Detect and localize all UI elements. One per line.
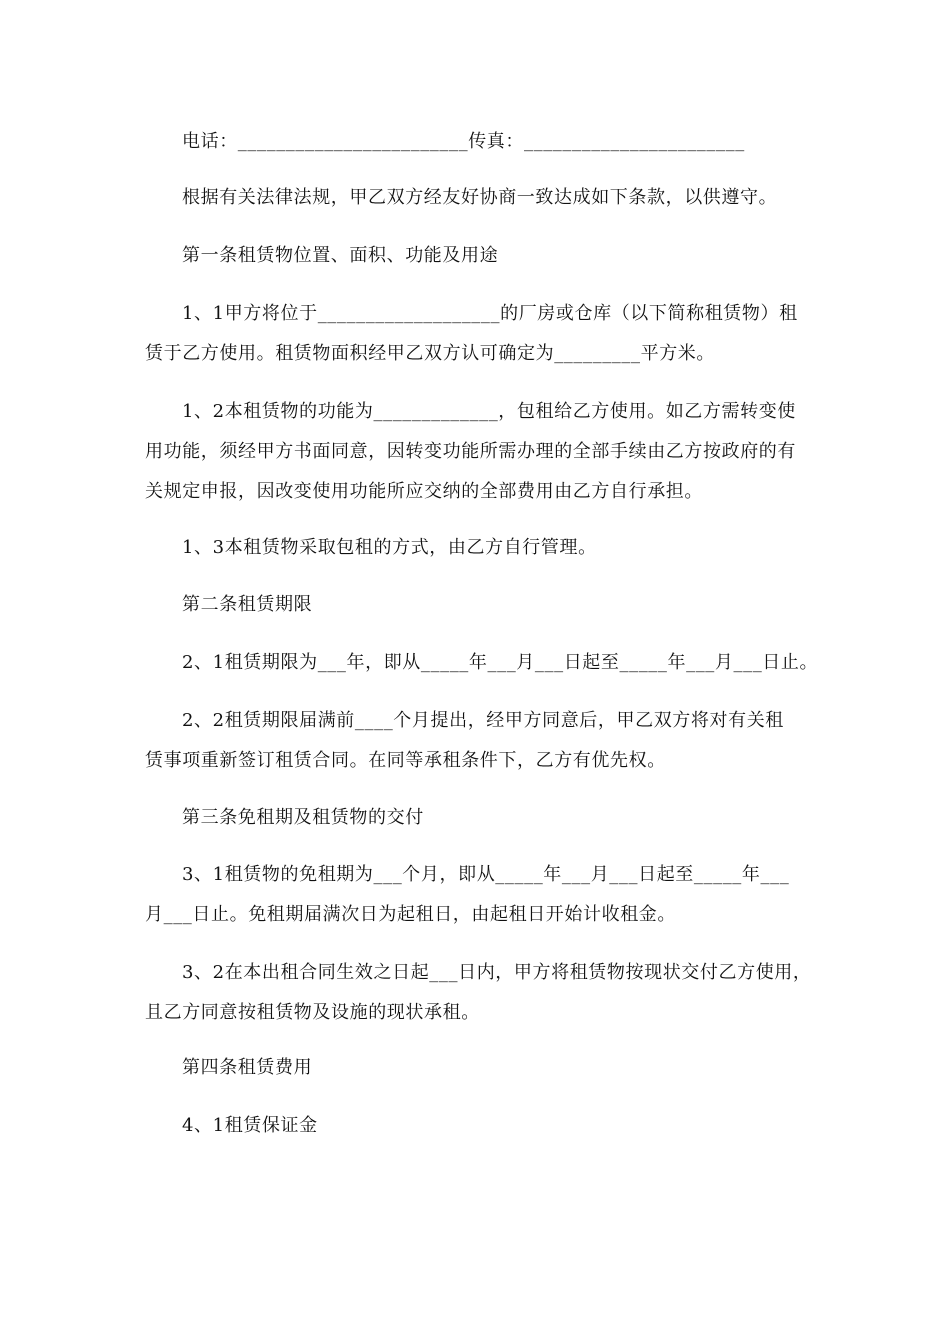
clause-1-2-line-3: 关规定申报，因改变使用功能所应交纳的全部费用由乙方自行承担。	[145, 481, 703, 502]
clause-1-2-line-2: 用功能，须经甲方书面同意，因转变功能所需办理的全部手续由乙方按政府的有	[145, 441, 796, 462]
clause-3-2-line-1: 3、2在本出租合同生效之日起___日内，甲方将租赁物按现状交付乙方使用，	[182, 962, 812, 983]
preamble-text: 根据有关法律法规，甲乙双方经友好协商一致达成如下条款，以供遵守。	[182, 187, 778, 208]
clause-3-2-line-2: 且乙方同意按租赁物及设施的现状承租。	[145, 1002, 480, 1023]
article-1-title: 第一条租赁物位置、面积、功能及用途	[182, 245, 499, 266]
article-2-title: 第二条租赁期限	[182, 594, 313, 615]
contact-line: 电话：________________________传真：_______________________	[182, 131, 745, 152]
clause-1-3: 1、3本租赁物采取包租的方式，由乙方自行管理。	[182, 537, 597, 558]
article-3-title: 第三条免租期及租赁物的交付	[182, 807, 424, 828]
clause-3-1-line-2: 月___日止。免租期届满次日为起租日，由起租日开始计收租金。	[145, 904, 676, 925]
clause-2-1: 2、1租赁期限为___年，即从_____年___月___日起至_____年___月___日止。	[182, 652, 819, 673]
clause-2-2-line-1: 2、2租赁期限届满前____个月提出，经甲方同意后，甲乙双方将对有关租	[182, 710, 784, 731]
clause-4-1: 4、1租赁保证金	[182, 1115, 318, 1136]
clause-1-2-line-1: 1、2本租赁物的功能为_____________，包租给乙方使用。如乙方需转变使	[182, 401, 796, 422]
clause-2-2-line-2: 赁事项重新签订租赁合同。在同等承租条件下，乙方有优先权。	[145, 750, 666, 771]
clause-3-1-line-1: 3、1租赁物的免租期为___个月，即从_____年___月___日起至_____年___	[182, 864, 790, 885]
clause-1-1-line-1: 1、1甲方将位于___________________的厂房或仓库（以下简称租赁物）租	[182, 303, 798, 324]
clause-1-1-line-2: 赁于乙方使用。租赁物面积经甲乙双方认可确定为_________平方米。	[145, 343, 715, 364]
article-4-title: 第四条租赁费用	[182, 1057, 313, 1078]
